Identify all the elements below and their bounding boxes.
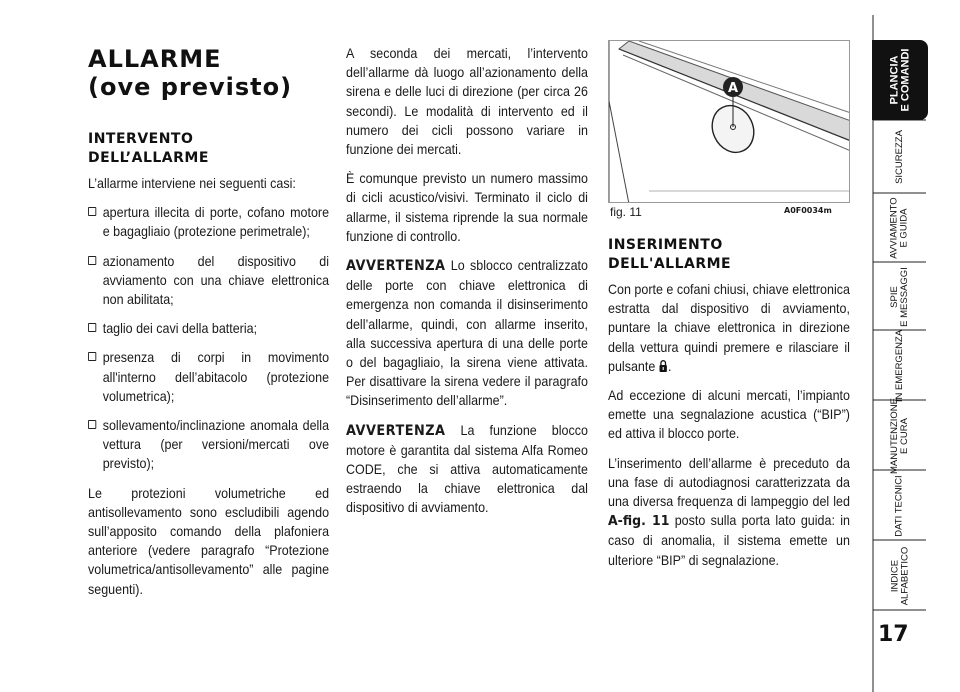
svg-text:A: A: [727, 81, 739, 96]
paragraph: Con porte e cofani chiusi, chiave elettronica estratta dal dispositivo di avviamento, puntare la chiave elettronica in direzione della vettura quindi premere e rilasciare il pulsante .: [608, 282, 850, 374]
outro-text: Le protezioni volumetriche ed antisollevamento sono escludibili agendo sull’apposito comando della plafoniera anteriore (vedere paragrafo “Protezione volumetrica/antisollevamento” alle pagine seguenti).: [88, 485, 330, 597]
checkbox-bullet-icon: [88, 352, 96, 361]
warning-2: AVVERTENZA La funzione blocco motore è garantita dal sistema Alfa Romeo CODE, che si attiva automaticamente estraendo la chiave elettronica dal dispositivo di avviamento.: [346, 422, 588, 516]
tab-indice-alfabetico[interactable]: INDICE ALFABETICO: [889, 546, 911, 605]
figure-caption: fig. 11: [610, 205, 642, 219]
paragraph: È comunque previsto un numero massimo di cicli acustico/visivi. Terminato il ciclo di allarme, il sistema riprende la sua normale funzione di controllo.: [346, 171, 588, 244]
tab-plancia-e-comandi[interactable]: PLANCIA E COMANDI: [872, 40, 928, 120]
checkbox-bullet-icon: [88, 207, 96, 216]
column-1: [88, 130, 328, 609]
tab-avviamento-e-guida[interactable]: AVVIAMENTO E GUIDA: [889, 197, 911, 259]
list-item: presenza di corpi in movimento all'interno dell’abitacolo (protezione volumetrica);: [88, 348, 329, 406]
list-item: apertura illecita di porte, cofano motore e bagagliaio (protezione perimetrale);: [88, 203, 329, 241]
figure-door-led: [608, 40, 850, 203]
column-3: [608, 236, 850, 580]
list-item: taglio dei cavi della batteria;: [88, 319, 329, 338]
door-illustration: [609, 41, 850, 203]
checkbox-bullet-icon: [88, 323, 96, 332]
paragraph: A seconda dei mercati, l’intervento dell’allarme dà luogo all’azionamento della sirena e delle luci di direzione (per circa 26 secondi). Le modalità di intervento ed il numero dei cicli possono variare in funzione dei mercati.: [346, 46, 588, 158]
warning-label: AVVERTENZA: [346, 258, 446, 275]
tab-sicurezza[interactable]: SICUREZZA: [894, 130, 905, 184]
tab-in-emergenza[interactable]: IN EMERGENZA: [894, 329, 905, 402]
section-heading-inserimento: INSERIMENTO DELL'ALLARME: [608, 237, 732, 272]
section-2-body: [608, 280, 850, 570]
figure-reference: A-fig. 11: [608, 513, 670, 530]
figure-code: A0F0034m: [784, 206, 832, 215]
bullet-list: [88, 203, 329, 473]
warning-1: AVVERTENZA Lo sblocco centralizzato delle porte con chiave elettronica di emergenza non comanda il disinserimento dell’allarme, quindi, con allarme inserito, alla successiva apertura di una delle porte o del bagagliaio, la sirena viene attivata. Per disattivare la sirena vedere il paragrafo “Disinserimento dell’allarme”.: [346, 258, 588, 409]
warning-label: AVVERTENZA: [346, 422, 446, 439]
list-item: sollevamento/inclinazione anomala della vettura (per versioni/mercati ove previsto);: [88, 416, 329, 474]
paragraph: L’inserimento dell’allarme è preceduto da una fase di autodiagnosi caratterizzata da una diversa frequenza di lampeggio del led A-fig. 11 posto sulla porta lato guida: in caso di anomalia, il sistema emette un ulteriore “BIP” di segnalazione.: [608, 455, 850, 568]
lock-icon: [659, 360, 668, 372]
checkbox-bullet-icon: [88, 420, 96, 429]
intro-text: L’allarme interviene nei seguenti casi:: [88, 176, 296, 191]
tab-spie-e-messaggi[interactable]: SPIE E MESSAGGI: [889, 266, 910, 327]
column-2-body: [346, 44, 588, 518]
marker-a-icon: [723, 77, 743, 97]
section-heading-intervento: INTERVENTO DELL’ALLARME: [88, 131, 209, 166]
page-number: 17: [878, 622, 909, 647]
tab-dati-tecnici[interactable]: DATI TECNICI: [894, 474, 905, 537]
title-line-2: (ove previsto): [88, 73, 293, 101]
list-item: azionamento del dispositivo di avviamento con una chiave elettronica non abilitata;: [88, 252, 329, 310]
paragraph: Ad eccezione di alcuni mercati, l’impianto emette una segnalazione acustica (“BIP”) ed attiva il blocco porte.: [608, 388, 850, 442]
title-line-1: ALLARME: [88, 45, 222, 73]
checkbox-bullet-icon: [88, 256, 96, 265]
tab-manutenzione-e-cura[interactable]: MANUTENZIONE E CURA: [889, 397, 910, 474]
column-2: [346, 44, 588, 528]
section-body: [88, 174, 329, 599]
page-title: [88, 45, 292, 101]
chapter-sidebar: [872, 0, 960, 692]
